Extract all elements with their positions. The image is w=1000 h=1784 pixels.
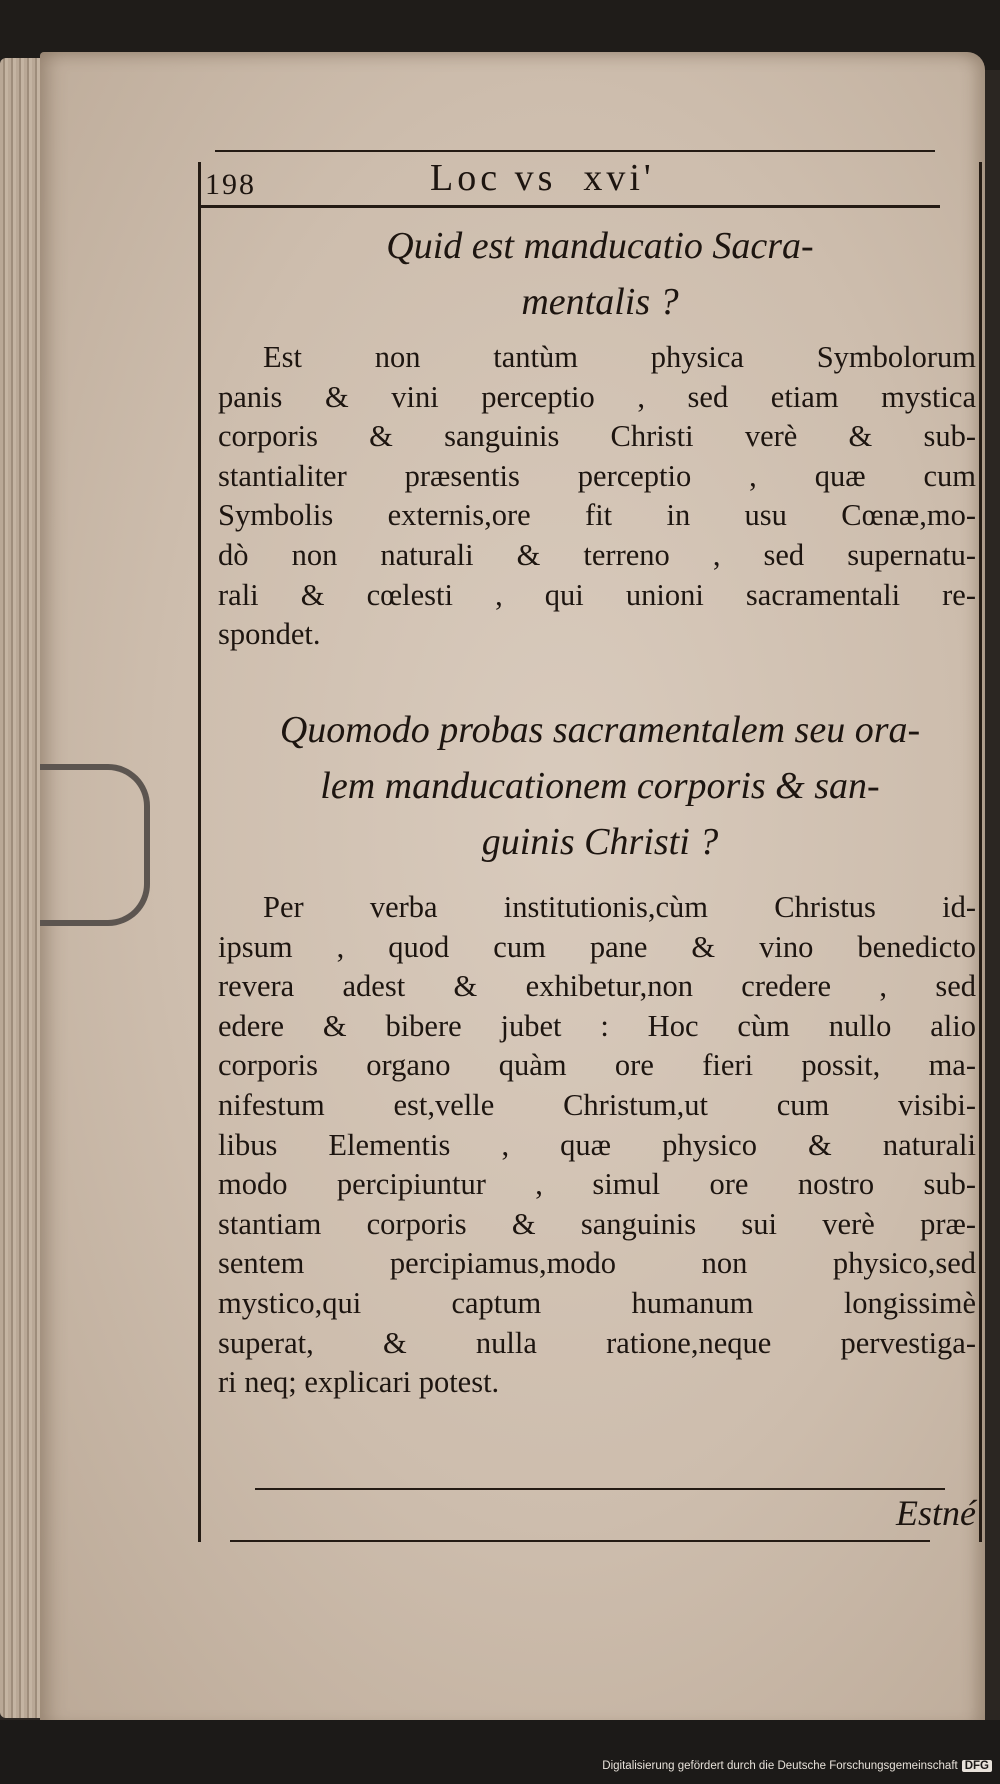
- dfg-logo: DFG: [962, 1760, 992, 1772]
- answer-2-line: mystico,qui captum humanum longissimè: [218, 1285, 976, 1320]
- answer-1-line: rali & cœlesti , qui unioni sacramentali re-: [218, 577, 976, 612]
- answer-2-line: libus Elementis , quæ physico & naturali: [218, 1127, 976, 1162]
- answer-2-line: sentem percipiamus,modo non physico,sed: [218, 1246, 976, 1281]
- answer-1-line: panis & vini perceptio , sed etiam mystica: [218, 379, 976, 414]
- running-head: Loc vs xvi': [430, 157, 655, 199]
- header-top-rule: [215, 150, 935, 152]
- catchword: Estné: [896, 1493, 976, 1533]
- header-bottom-rule: [200, 205, 940, 208]
- answer-1-line: stantialiter præsentis perceptio , quæ cum: [218, 458, 976, 493]
- answer-2-line: corporis organo quàm ore fieri possit, ma-: [218, 1048, 976, 1083]
- answer-1-line: dò non naturali & terreno , sed supernatu-: [218, 537, 976, 572]
- answer-1-line: corporis & sanguinis Christi verè & sub-: [218, 419, 976, 454]
- footer-rule-outer: [230, 1540, 930, 1542]
- answer-2-line: superat, & nulla ratione,neque pervestiga-: [218, 1325, 976, 1360]
- answer-2-line: nifestum est,velle Christum,ut cum visibi-: [218, 1087, 976, 1122]
- answer-1-line: spondet.: [218, 617, 321, 652]
- page-number: 198: [205, 168, 256, 201]
- answer-1-line: Est non tantùm physica Symbolorum: [263, 340, 976, 374]
- answer-1: [218, 338, 976, 655]
- answer-2: [218, 888, 976, 1403]
- question-2-line: Quomodo probas sacramentalem seu ora-: [279, 709, 921, 751]
- scan-background-bottom: [0, 1720, 1000, 1784]
- footer-rule-inner: [255, 1488, 945, 1490]
- answer-2-line: edere & bibere jubet : Hoc cùm nullo alio: [218, 1008, 976, 1043]
- question-2: [220, 702, 980, 870]
- question-1-line: Quid est manducatio Sacra-: [386, 225, 814, 267]
- bookmark-ribbon: [40, 764, 150, 926]
- answer-2-line: Per verba institutionis,cùm Christus id-: [263, 890, 976, 924]
- answer-2-line: modo percipiuntur , simul ore nostro sub-: [218, 1167, 976, 1202]
- answer-2-line: ri neq; explicari potest.: [218, 1365, 500, 1400]
- question-2-line: lem manducationem corporis & san-: [320, 765, 880, 807]
- answer-2-line: revera adest & exhibetur,non credere , sed: [218, 969, 976, 1004]
- answer-1-line: Symbolis externis,ore fit in usu Cœnæ,mo-: [218, 498, 976, 533]
- digitization-credit: [602, 1760, 992, 1772]
- question-2-line: guinis Christi ?: [481, 821, 719, 863]
- credit-text: Digitalisierung gefördert durch die Deutsche Forschungsgemeinschaft: [602, 1760, 958, 1772]
- answer-2-line: stantiam corporis & sanguinis sui verè præ-: [218, 1206, 976, 1241]
- question-1-line: mentalis ?: [521, 281, 679, 323]
- answer-2-line: ipsum , quod cum pane & vino benedicto: [218, 929, 976, 964]
- question-1: [220, 218, 980, 330]
